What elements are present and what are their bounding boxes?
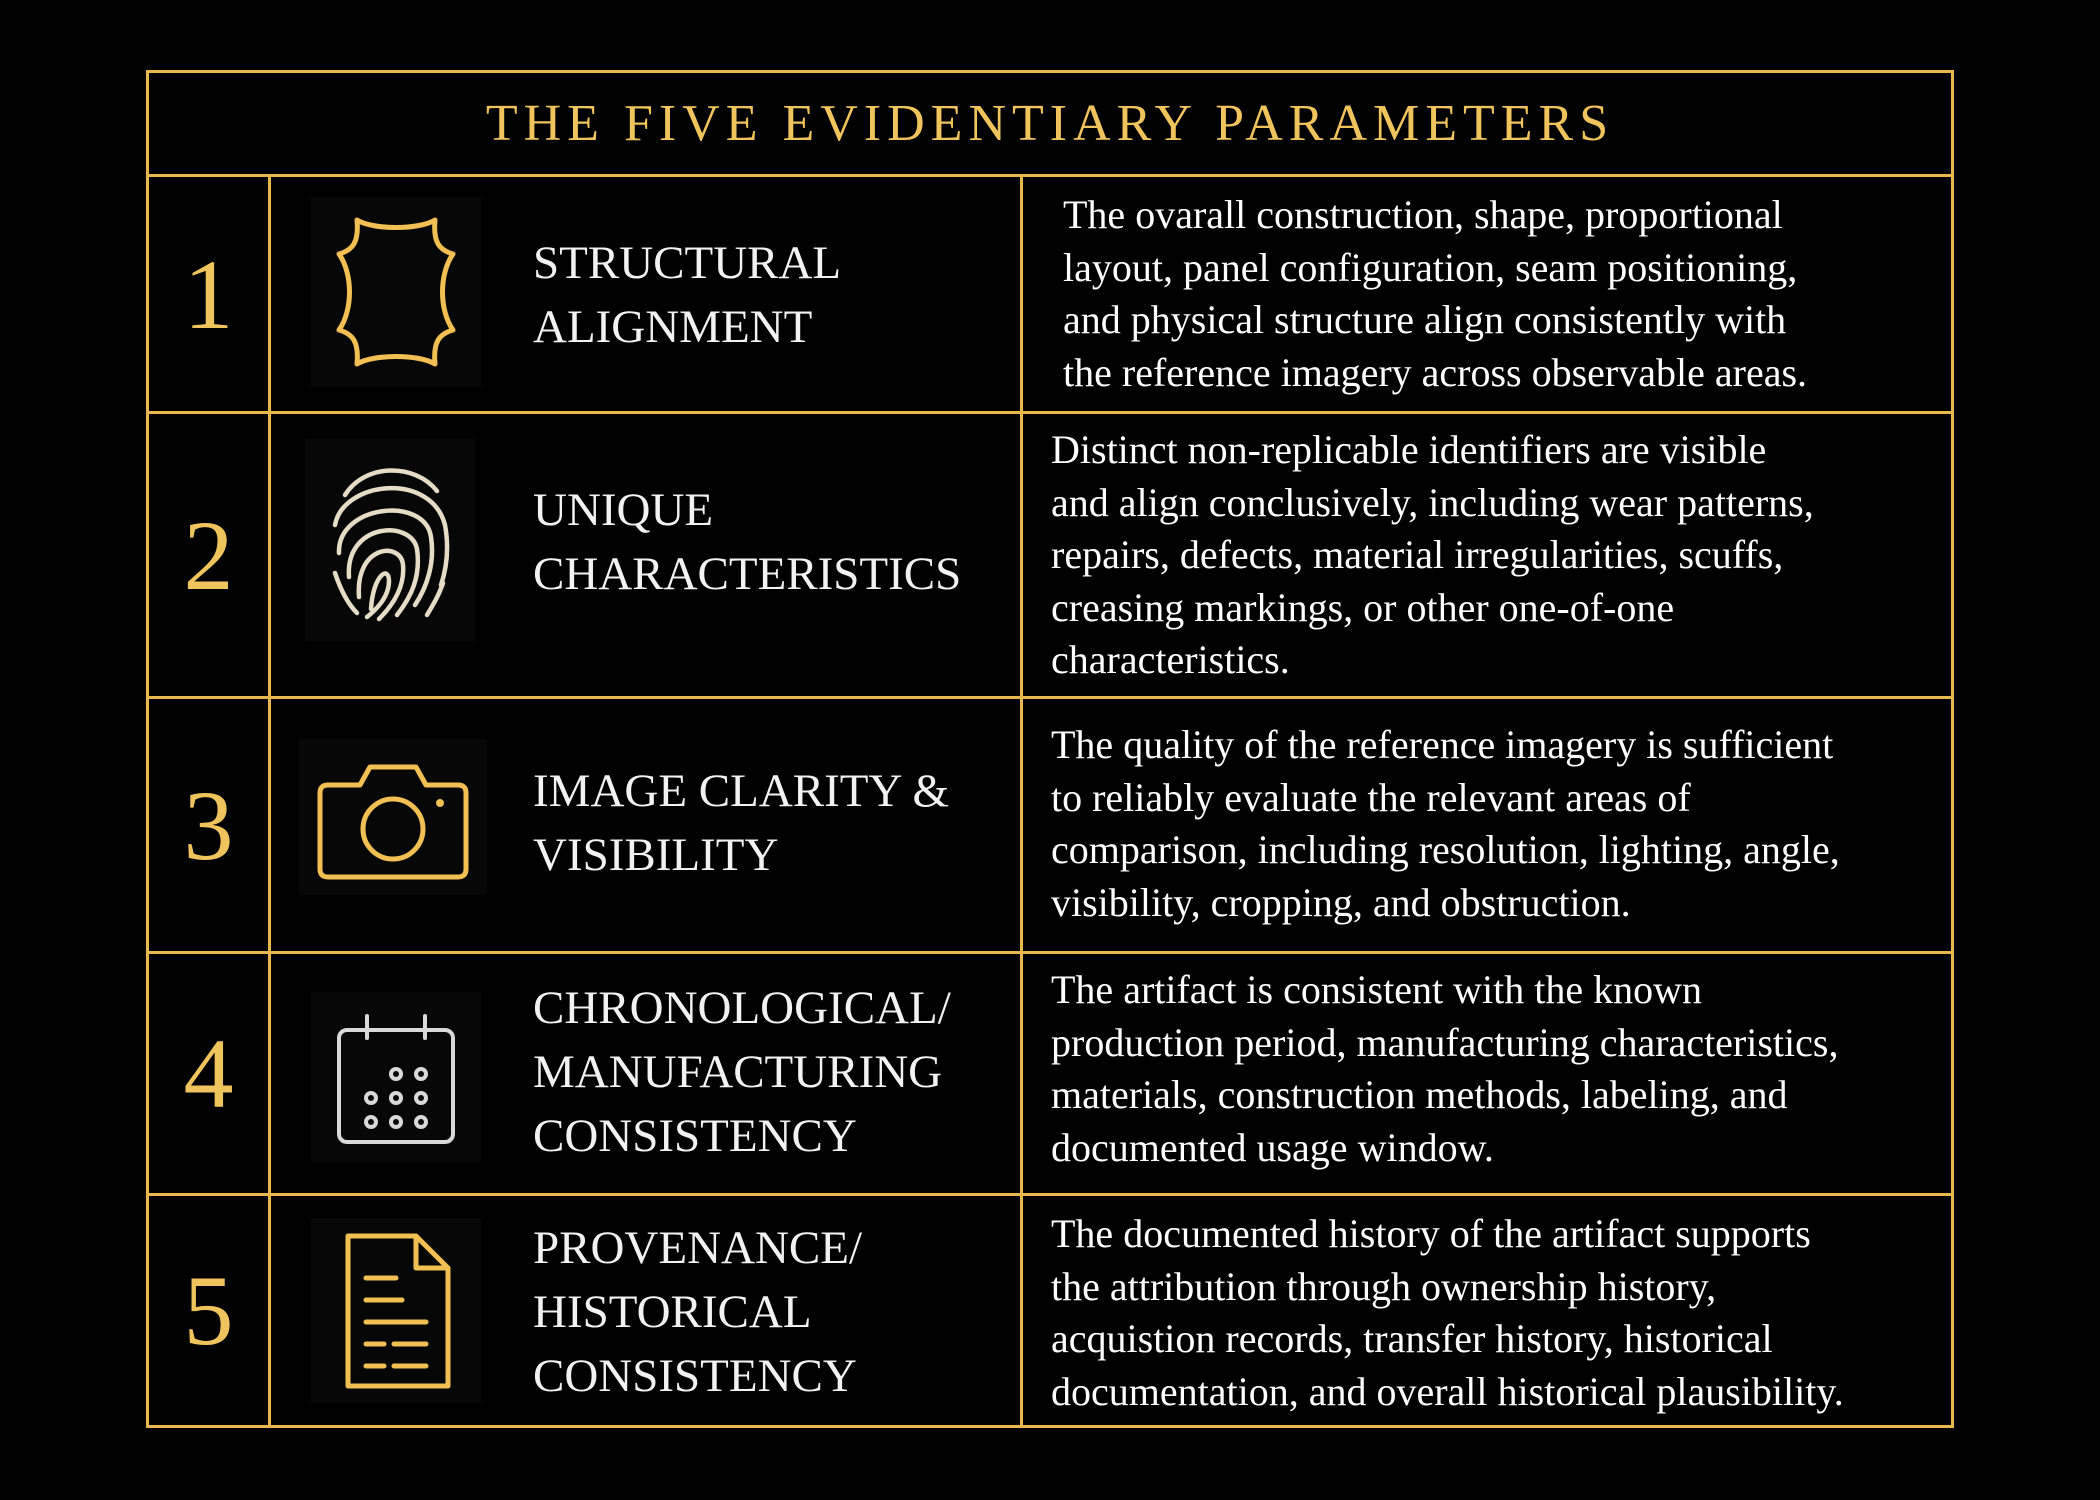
parameter-number: 4 — [149, 954, 271, 1193]
parameter-row-3 — [149, 699, 1951, 954]
parameter-label: CHRONOLOGICAL/ MANUFACTURING CONSISTENCY — [533, 982, 951, 1162]
parameter-title-cell — [271, 177, 1023, 411]
parameter-number: 1 — [149, 177, 271, 411]
parameter-description-cell — [1023, 954, 1951, 1193]
parameter-description-cell — [1023, 177, 1951, 411]
fingerprint-icon — [305, 439, 475, 641]
camera-icon — [299, 739, 487, 895]
parameter-number: 3 — [149, 699, 271, 951]
parameter-number: 2 — [149, 414, 271, 696]
parameter-description: The quality of the reference imagery is sufficient to reliably evaluate the relevant areas of comparison, including resolution, lighting, angle, visibility, cropping, and obstruction. — [1051, 722, 1840, 925]
panel-title: THE FIVE EVIDENTIARY PARAMETERS — [149, 73, 1951, 177]
parameter-title-cell — [271, 1196, 1023, 1425]
parameters-panel — [146, 70, 1954, 1428]
parameter-row-4 — [149, 954, 1951, 1196]
parameter-row-1 — [149, 177, 1951, 414]
document-icon — [311, 1218, 481, 1403]
parameter-label: UNIQUE CHARACTERISTICS — [533, 484, 962, 600]
parameter-row-2 — [149, 414, 1951, 699]
parameter-title-cell — [271, 414, 1023, 696]
parameter-description-cell — [1023, 414, 1951, 696]
parameter-title-cell — [271, 699, 1023, 951]
parameter-description: Distinct non-replicable identifiers are visible and align conclusively, including wear patterns, repairs, defects, material irregularities, scuffs, creasing markings, or other one-of-one characteristics. — [1051, 427, 1814, 682]
leather-hide-icon — [311, 197, 481, 387]
parameter-title-cell — [271, 954, 1023, 1193]
parameter-description: The ovarall construction, shape, proportional layout, panel configuration, seam positioning, and physical structure align consistently with the reference imagery across observable areas. — [1063, 192, 1808, 395]
parameter-description: The documented history of the artifact supports the attribution through ownership history, acquistion records, transfer history, historical documentation, and overall historical plausibility. — [1051, 1211, 1844, 1414]
parameter-label: STRUCTURAL ALIGNMENT — [533, 237, 842, 353]
parameter-label: IMAGE CLARITY & VISIBILITY — [533, 765, 950, 881]
parameter-row-5 — [149, 1196, 1951, 1425]
calendar-icon — [311, 992, 481, 1162]
parameter-description: The artifact is consistent with the known production period, manufacturing characteristics, materials, construction methods, labeling, and documented usage window. — [1051, 967, 1839, 1170]
parameter-label: PROVENANCE/ HISTORICAL CONSISTENCY — [533, 1222, 863, 1402]
parameter-description-cell — [1023, 1196, 1951, 1425]
parameter-number: 5 — [149, 1196, 271, 1425]
parameter-description-cell — [1023, 699, 1951, 951]
